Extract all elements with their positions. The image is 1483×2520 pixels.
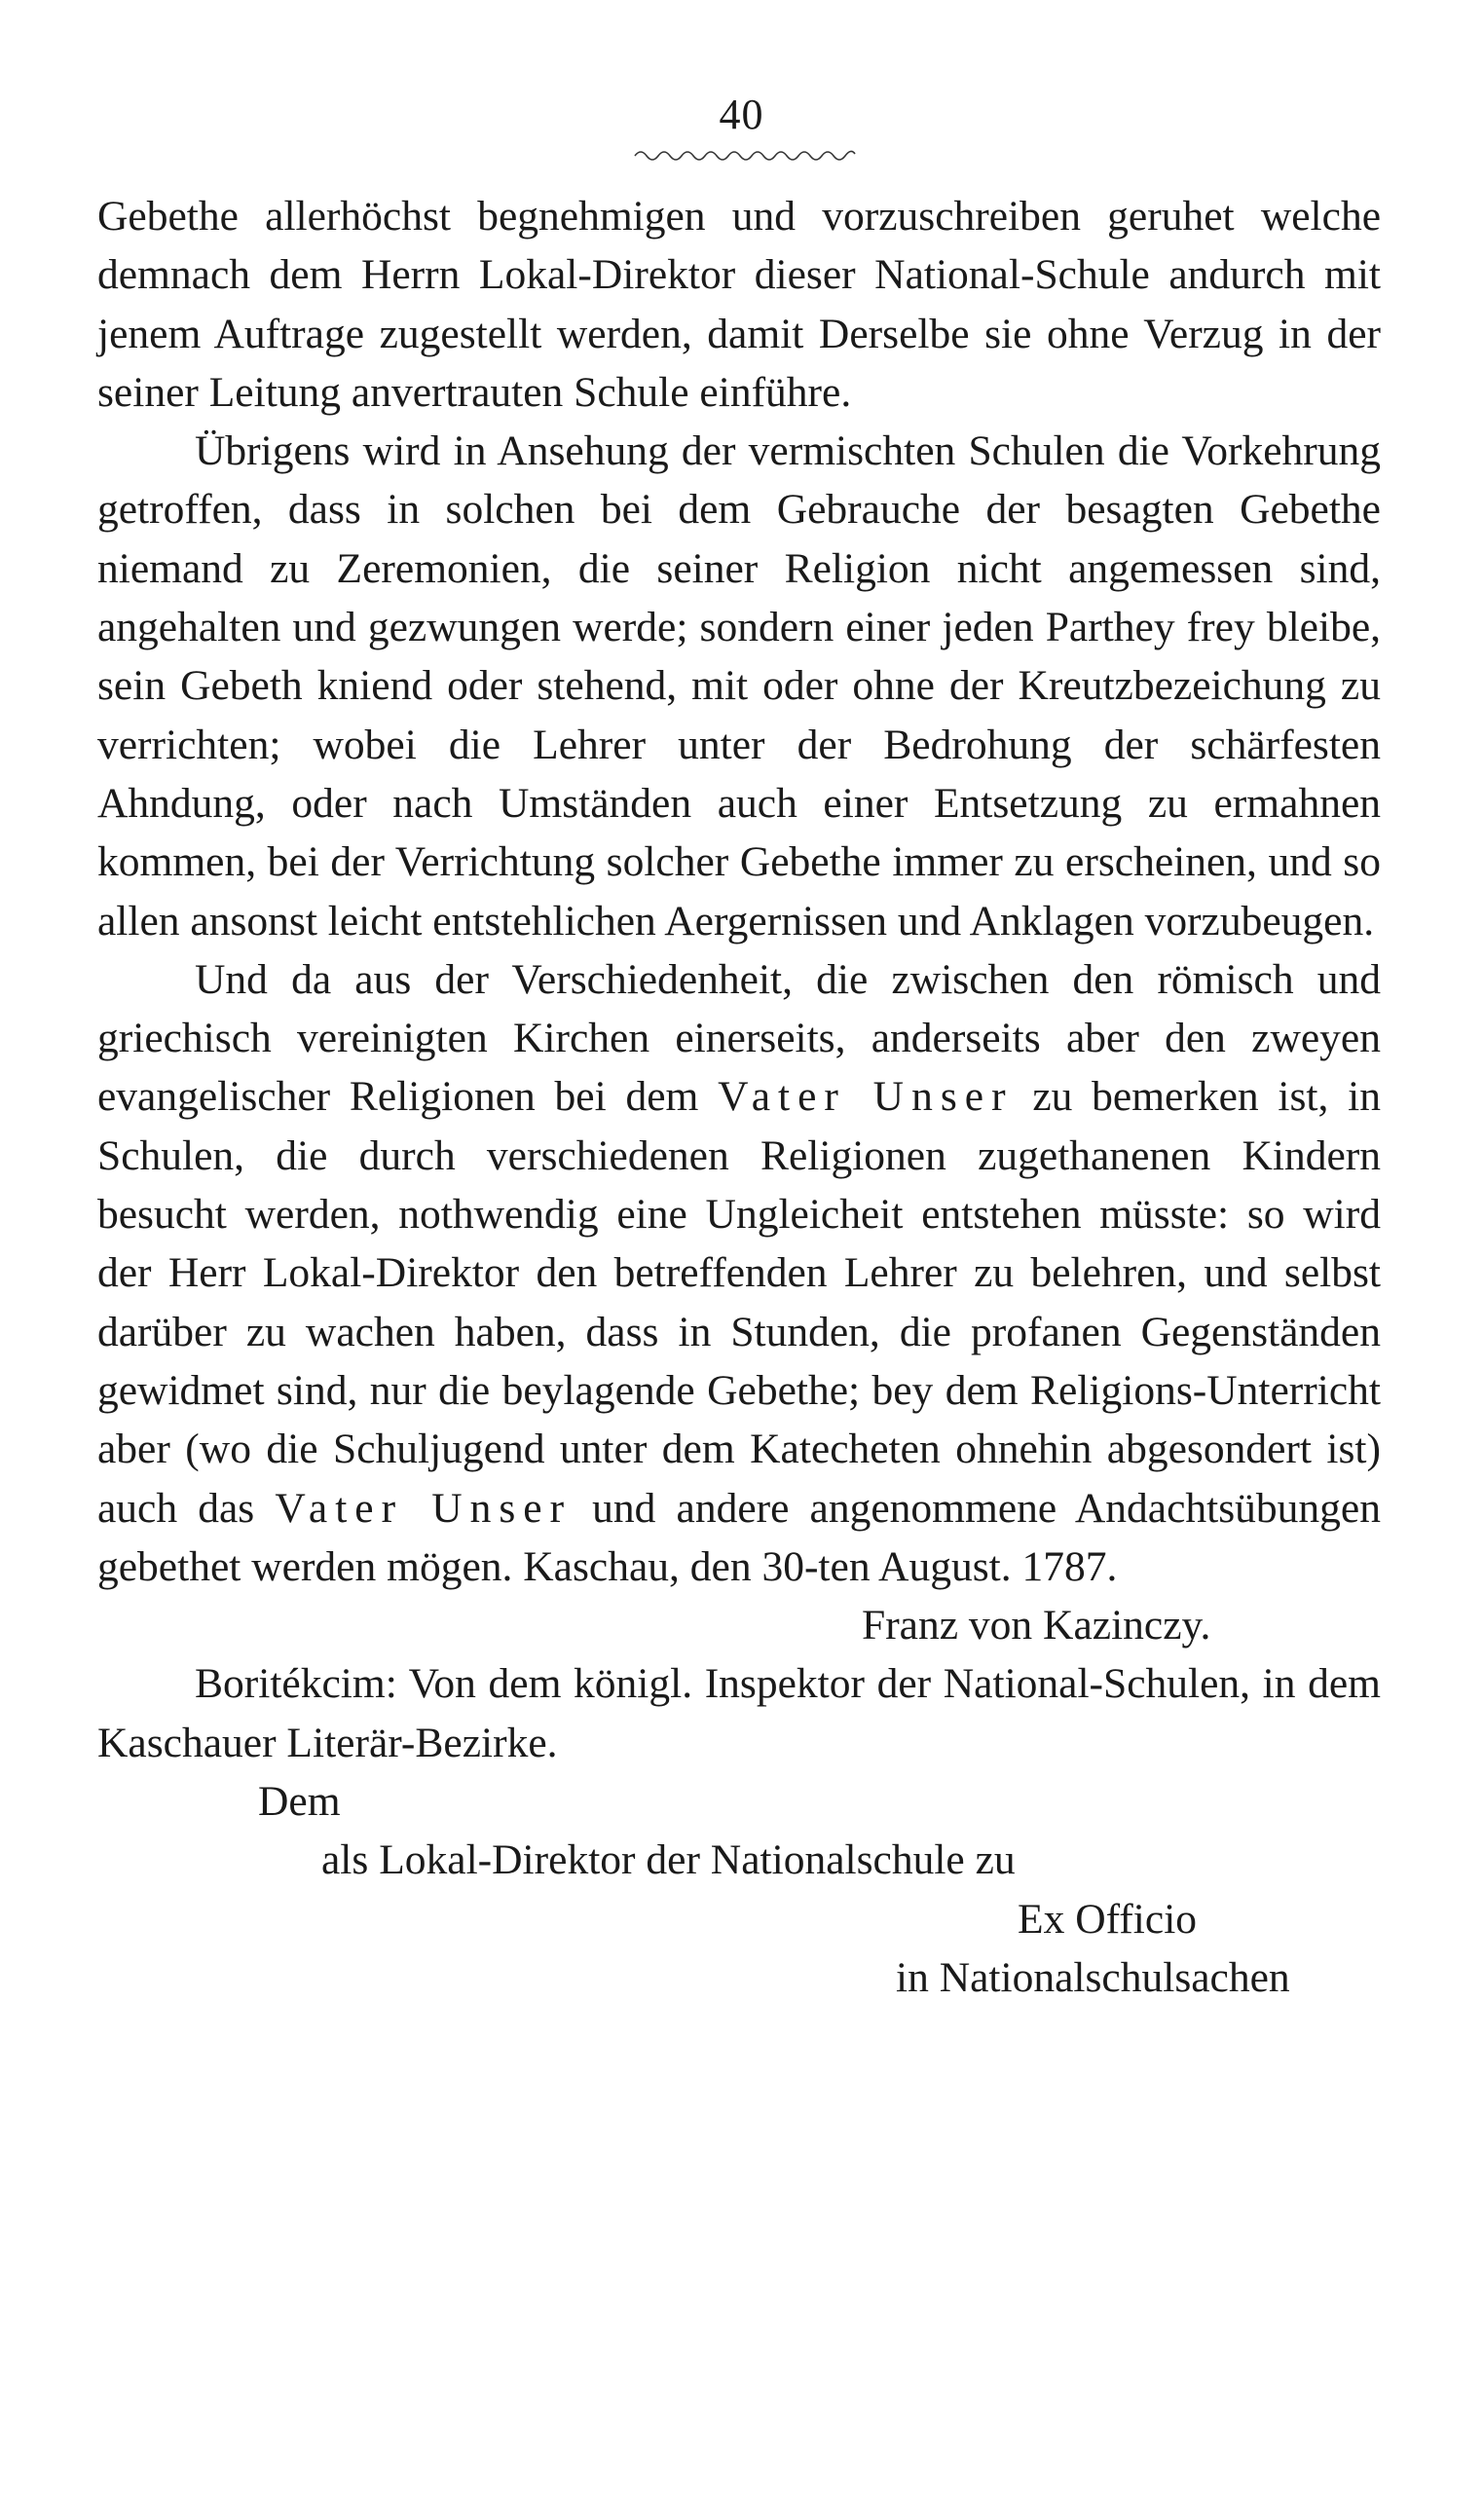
envelope-address: Boritékcim: Von dem königl. Inspektor der National-Schulen, in dem Kaschauer Literär-Bezirke. xyxy=(97,1660,1381,1766)
emphasized-text: Vater Unser xyxy=(275,1484,573,1532)
text-run: und andere angenommene Andachtsübungen gebethet werden mögen. Kaschau, den 30-ten August. 1787. xyxy=(97,1484,1381,1590)
address-nationalschulsachen: in Nationalschulsachen xyxy=(896,1953,1290,2001)
text-run: Gebethe allerhöchst begnehmigen und vorzuschreiben geruhet welche demnach dem Herrn Lokal-Direktor dieser National-Schule andurch mit jenem Auftrage zugestellt werden, damit Derselbe sie ohne Verzug in der seiner Leitung anvertrauten Schule einführe. xyxy=(97,193,1381,416)
page-number: 40 xyxy=(719,91,764,138)
emphasized-text: Vater Unser xyxy=(718,1073,1014,1121)
address-ex-officio: Ex Officio xyxy=(1018,1895,1198,1943)
text-run: Und da aus der Verschiedenheit, die zwischen den römisch und griechisch vereinigten Kirchen einerseits, anderseits aber den zweyen evangelischer Religionen bei dem xyxy=(97,955,1381,1121)
text-run: zu bemerken ist, in Schulen, die durch verschiedenen Religionen zugethanenen Kindern besucht werden, nothwendig eine Ungleicheit entstehen müsste: so wird der Herr Lokal-Direktor den betreffenden Lehrer zu belehren, und selbst darüber zu wachen haben, dass in Stunden, die profanen Gegenständen gewidmet sind, nur die beylagende Gebethe; bey dem Religions-Unterricht aber (wo die Schuljugend unter dem Katecheten ohnehin abgesondert ist) auch das xyxy=(97,1073,1381,1532)
address-dem: Dem xyxy=(258,1778,341,1826)
body-text xyxy=(97,187,1381,2007)
paragraph xyxy=(97,422,1381,950)
ornament-divider xyxy=(633,144,857,166)
text-run: Übrigens wird in Ansehung der vermischten Schulen die Vorkehrung getroffen, dass in solchen bei dem Gebrauche der besagten Gebethe niemand zu Zeremonien, die seiner Religion nicht angemessen sind, angehalten und gezwungen werde; sondern einer jeden Parthey frey bleibe, sein Gebeth kniend oder stehend, mit oder ohne der Kreutzbezeichung zu verrichten; wobei die Lehrer unter der Bedrohung der schärfesten Ahndung, oder nach Umständen auch einer Entsetzung zu ermahnen kommen, bei der Verrichtung solcher Gebethe immer zu erscheinen, und so allen ansonst leicht entstehlichen Aergernissen und Anklagen vorzubeugen. xyxy=(97,427,1381,945)
address-als: als Lokal-Direktor der Nationalschule zu xyxy=(321,1836,1016,1884)
signature: Franz von Kazinczy. xyxy=(862,1602,1211,1649)
paragraph xyxy=(97,950,1381,1596)
paragraph xyxy=(97,187,1381,422)
